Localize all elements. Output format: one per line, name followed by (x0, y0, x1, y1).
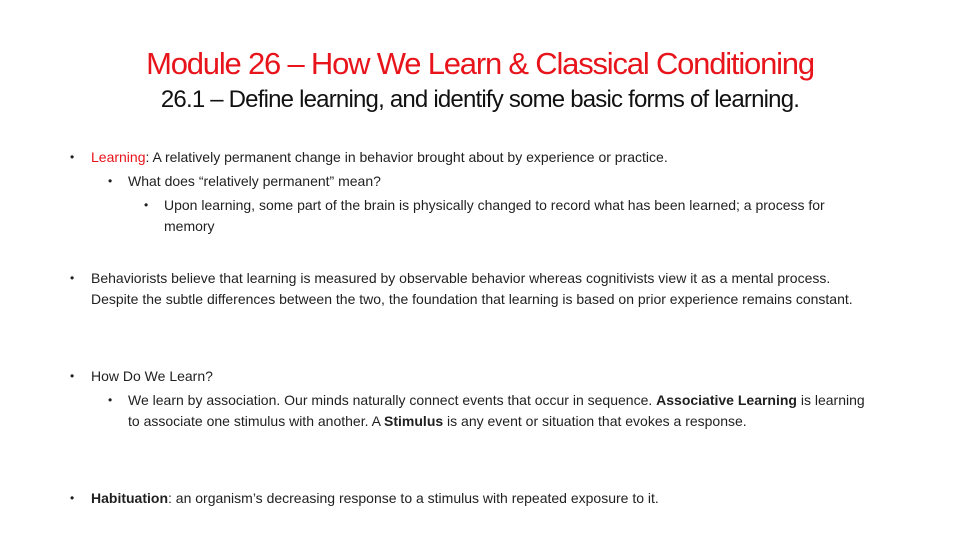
bullet-text: We learn by association. Our minds naturally connect events that occur in sequence. Associative Learning is learning to associate one stimulus with another. A Stimulus is any event or situation that evokes a response. (128, 392, 865, 429)
bullet: • (144, 198, 149, 212)
bullet: • (108, 174, 113, 188)
bullet: • (70, 271, 75, 285)
list-item-brain-change (144, 195, 874, 236)
list-item-association (108, 390, 873, 431)
list-item-relatively-permanent (108, 171, 868, 192)
bullet: • (70, 491, 75, 505)
term-learning: Learning (91, 149, 146, 165)
bullet-text (91, 147, 881, 168)
term-associative-learning: Associative Learning (656, 392, 797, 408)
list-item-behaviorists (70, 268, 881, 309)
slide-subtitle: 26.1 – Define learning, and identify some basic forms of learning. (160, 86, 800, 113)
bullet-text: What does “relatively permanent” mean? (128, 173, 381, 189)
definition-habituation: : an organism’s decreasing response to a stimulus with repeated exposure to it. (168, 490, 659, 506)
list-item-how-do-we-learn (70, 366, 881, 387)
slide-title: Module 26 – How We Learn & Classical Conditioning (146, 46, 814, 81)
bullet-text: Behaviorists believe that learning is measured by observable behavior whereas cognitivists view it as a mental process. Despite the subtle differences between the two, the foundation that learning is based on prior experience remains constant. (91, 270, 853, 307)
bullet-text: How Do We Learn? (91, 368, 213, 384)
term-habituation: Habituation (91, 490, 168, 506)
bullet: • (108, 393, 113, 407)
definition-learning: : A relatively permanent change in behavior brought about by experience or practice. (145, 149, 668, 165)
list-item-habituation (70, 488, 881, 509)
bullet-text: Upon learning, some part of the brain is physically changed to record what has been learned; a process for memory (164, 197, 825, 234)
term-stimulus: Stimulus (384, 412, 444, 429)
list-item-learning (70, 147, 881, 168)
bullet-text (91, 488, 881, 509)
bullet: • (70, 369, 75, 383)
bullet: • (70, 150, 75, 164)
